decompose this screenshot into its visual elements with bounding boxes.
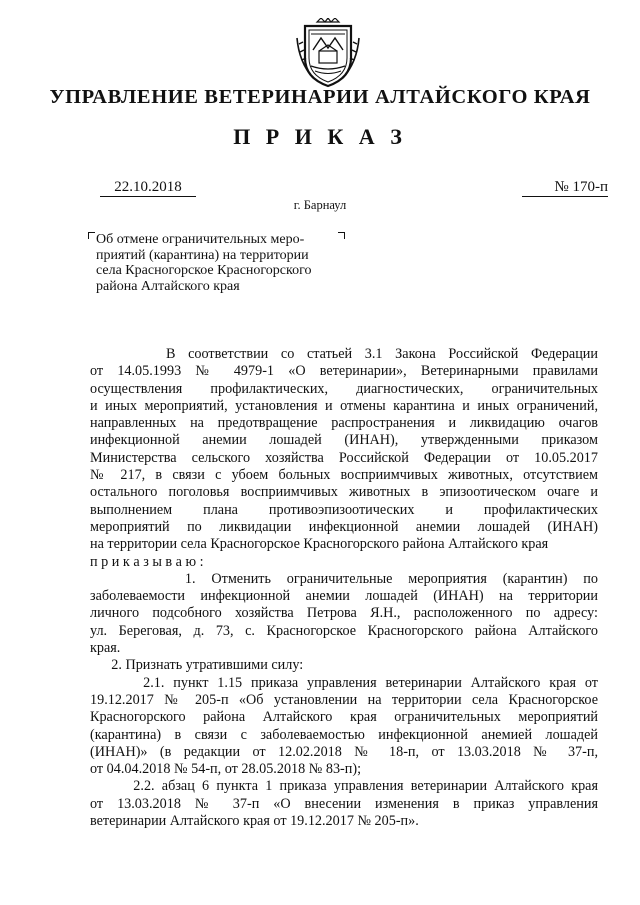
subject-bracket-left [88,232,95,239]
body-line: и иных мероприятий, установления и отмены карантина и иных ограничений, [90,397,598,414]
body-line: выполнением плана противоэпизоотических и профилактических [90,501,598,518]
body-line: Министерства сельского хозяйства Российской Федерации от 10.05.2017 [90,449,598,466]
body-line: осуществления профилактических, диагностических, ограничительных [90,380,598,397]
body-line: ветеринарии Алтайского края от 19.12.2017 № 205-п». [90,813,419,830]
subject-line: Об отмене ограничительных меро- [96,232,305,247]
body-line: 2. Признать утратившими силу: [90,657,304,674]
body-line: № 217, в связи с убоем больных восприимчивых животных, отсутствием [90,467,598,484]
body-line: личного подсобного хозяйства Петрова Я.Н., расположенного по адресу: [90,605,598,622]
body-line: 2.1. пункт 1.15 приказа управления ветеринарии Алтайского края от [90,674,598,691]
subject-line: приятий (карантина) на территории [96,247,309,263]
organization-title: УПРАВЛЕНИЕ ВЕТЕРИНАРИИ АЛТАЙСКОГО КРАЯ [49,86,591,108]
body-line: (ИНАН)» (в редакции от 12.02.2018 № 18-п, от 13.03.2018 № 37-п, [90,743,598,760]
body-line: 1. Отменить ограничительные мероприятия (карантин) по [90,570,598,587]
document-number: № 170-п [522,178,608,197]
document-body [90,346,598,830]
document-type: П Р И К А З [233,124,407,149]
body-line: 2.2. абзац 6 пункта 1 приказа управления ветеринарии Алтайского края [90,778,598,795]
document-subject [96,232,344,294]
subject-line: района Алтайского края [96,278,240,294]
body-line: 19.12.2017 № 205-п «Об установлении на территории села Красногорское [90,691,598,708]
body-line: заболеваемости инфекционной анемии лошадей (ИНАН) на территории [90,588,598,605]
body-line: инфекционной анемии лошадей (ИНАН), утвержденными приказом [90,432,598,449]
document-city: г. Барнаул [293,198,347,212]
body-line: от 04.04.2018 № 54-п, от 28.05.2018 № 83-п); [90,761,362,778]
body-line: мероприятий по ликвидации инфекционной анемии лошадей (ИНАН) [90,518,598,535]
subject-line: села Красногорское Красногорского [96,263,312,278]
body-line: на территории села Красногорское Красногорского района Алтайского края [90,536,549,553]
body-line: ул. Береговая, д. 73, с. Красногорское Красногорского района Алтайского [90,622,598,639]
coat-of-arms-icon [295,18,361,88]
body-line: п р и к а з ы в а ю : [90,553,204,570]
document-date: 22.10.2018 [100,178,196,197]
body-line: края. [90,640,121,657]
body-line: остального поголовья восприимчивых животных в эпизоотическом очаге и [90,484,598,501]
body-line: от 14.05.1993 № 4979-1 «О ветеринарии», Ветеринарными правилами [90,363,598,380]
body-line: (карантина) в связи с заболеваемостью инфекционной анемией лошадей [90,726,598,743]
body-line: В соответствии со статьей 3.1 Закона Российской Федерации [90,346,598,362]
body-line: Красногорского района Алтайского края ограничительных мероприятий [90,709,598,726]
body-line: направленных на предотвращение распространения и ликвидацию очагов [90,415,598,432]
body-line: от 13.03.2018 № 37-п «О внесении изменения в приказ управления [90,795,598,812]
